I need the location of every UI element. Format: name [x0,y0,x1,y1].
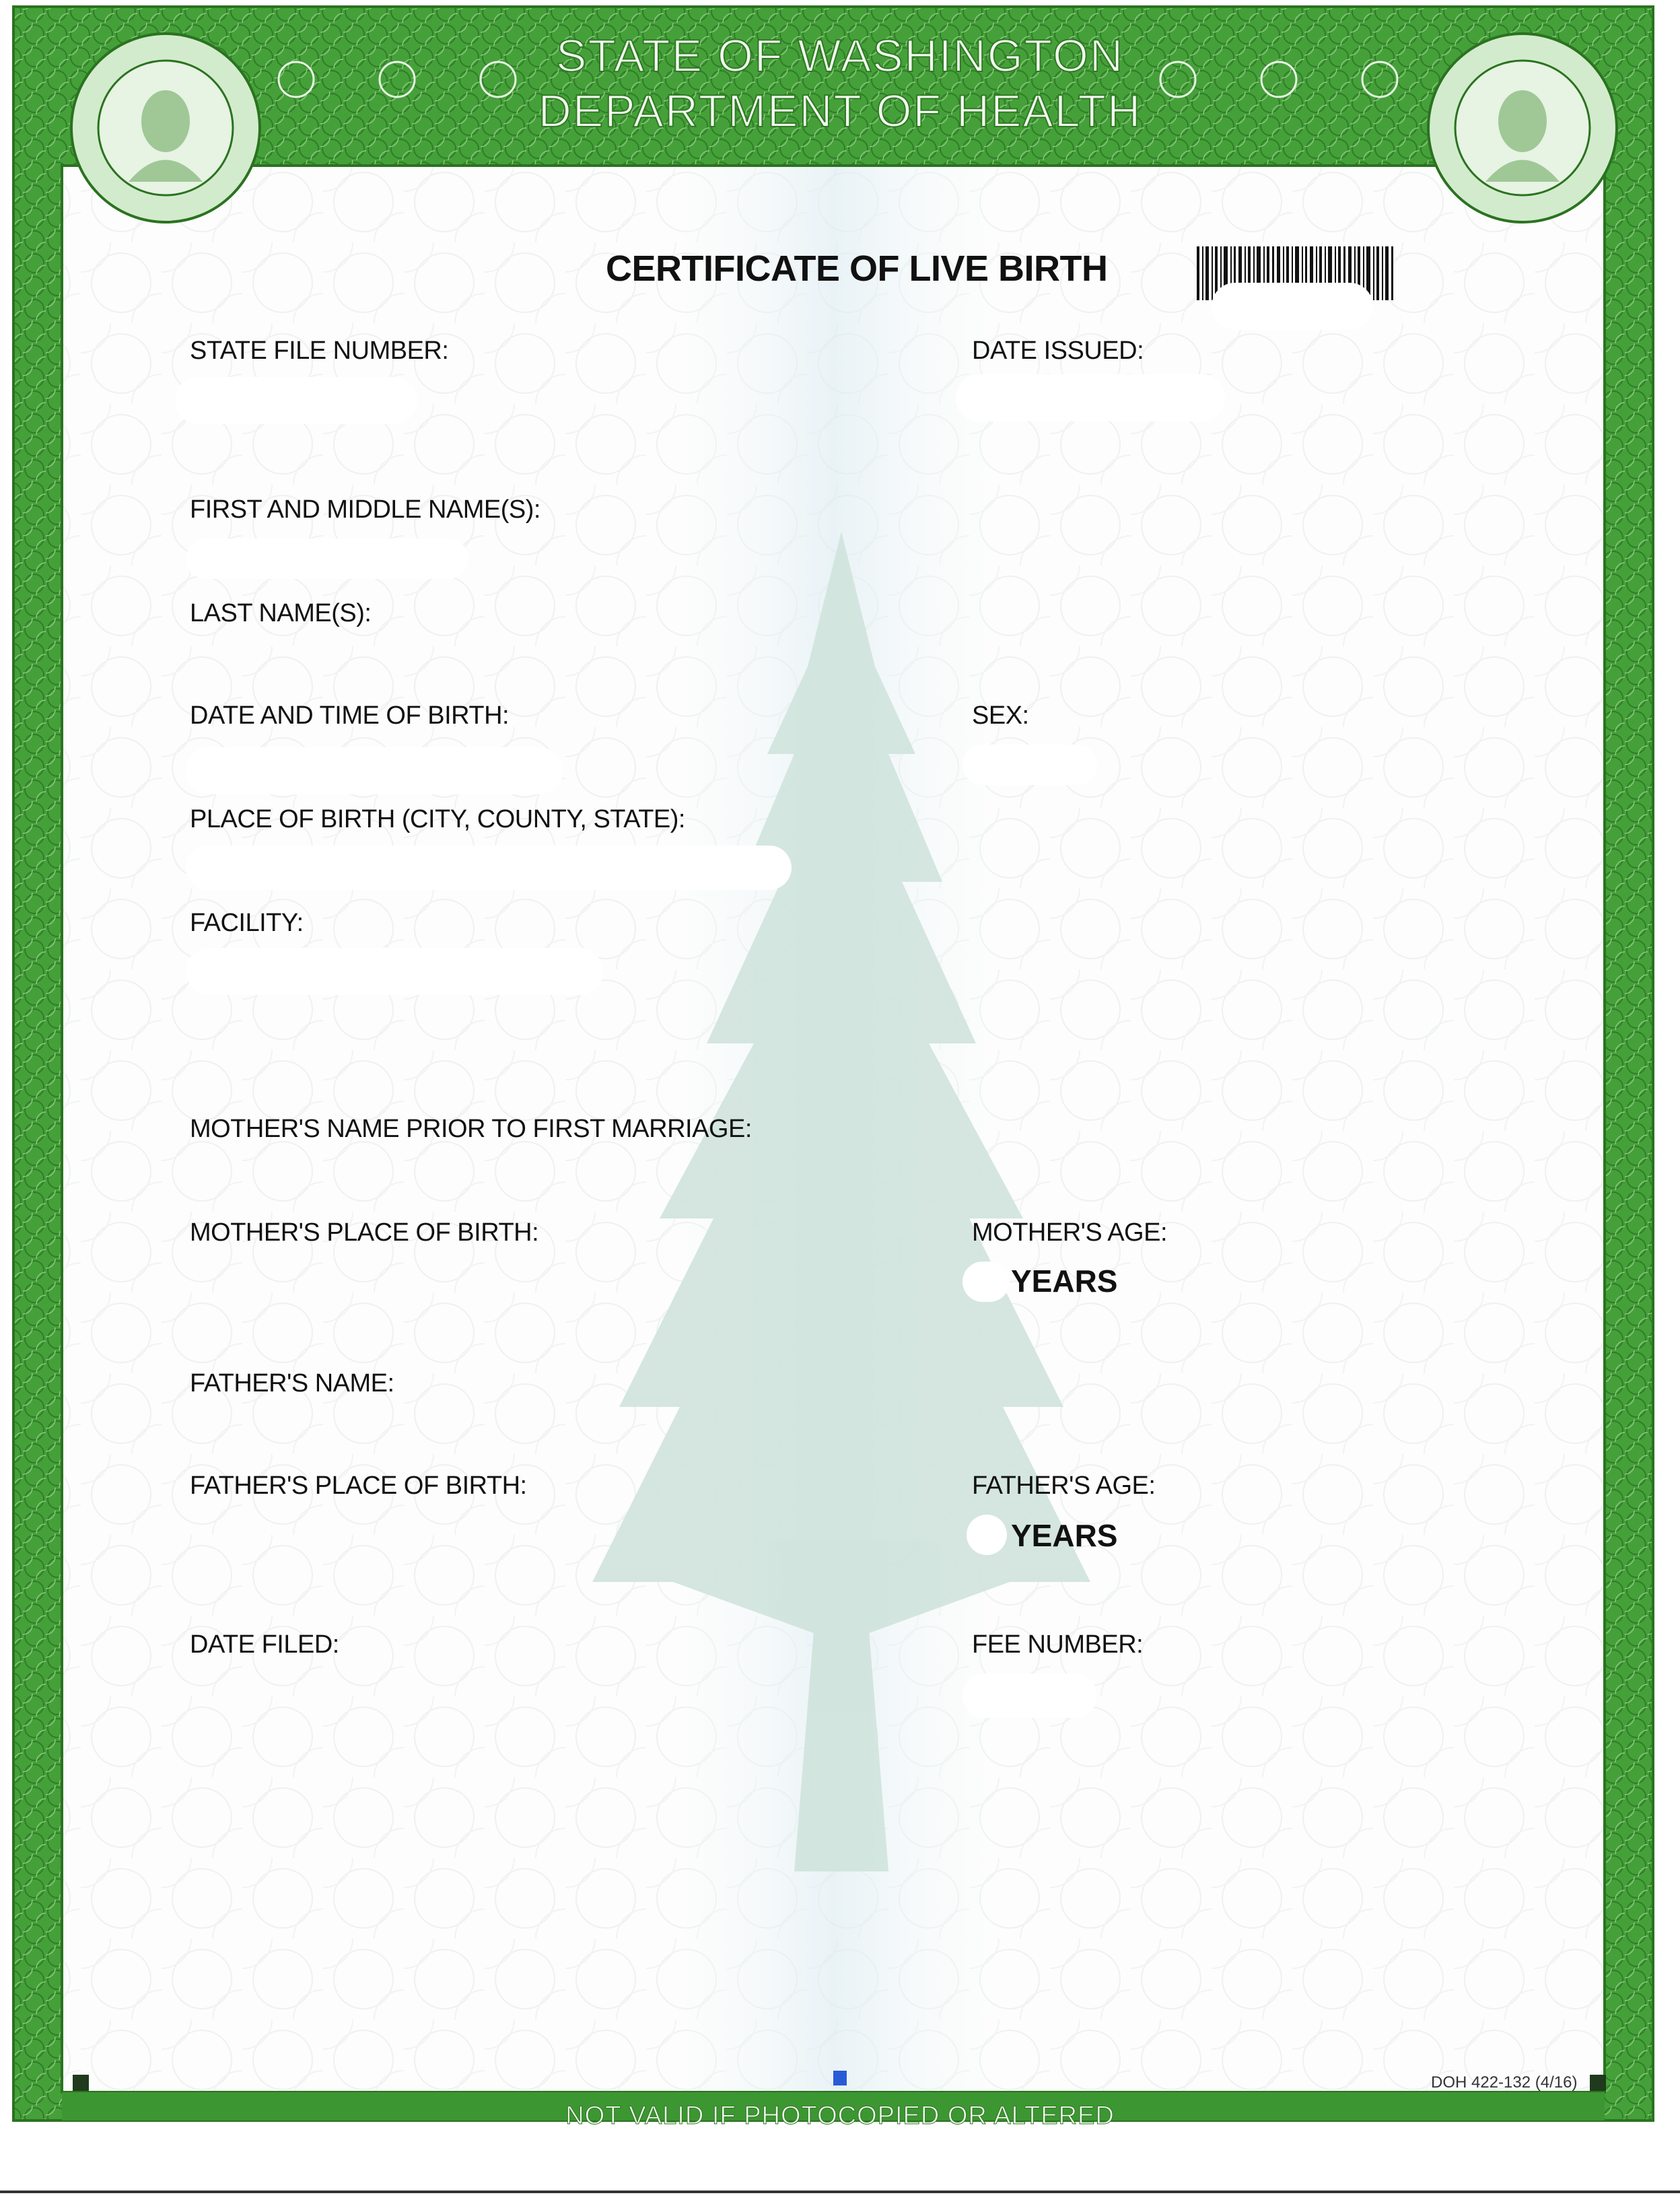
label-first-middle-names: FIRST AND MIDDLE NAME(S): [190,495,540,524]
redacted-value [963,745,1097,785]
redacted-value [186,747,563,794]
label-mother-name: MOTHER'S NAME PRIOR TO FIRST MARRIAGE: [190,1115,752,1143]
label-father-name: FATHER'S NAME: [190,1369,394,1398]
mother-age-unit: YEARS [1011,1264,1118,1299]
document-title: CERTIFICATE OF LIVE BIRTH [606,248,1108,289]
label-fee-number: FEE NUMBER: [972,1630,1144,1659]
redacted-value [956,374,1225,421]
label-date-issued: DATE ISSUED: [972,337,1144,365]
redacted-value [186,948,603,995]
label-date-time-birth: DATE AND TIME OF BIRTH: [190,701,510,730]
redacted-value [963,1674,1097,1718]
redacted-value [186,846,792,890]
redacted-barcode-number [1212,283,1373,330]
label-last-names: LAST NAME(S): [190,599,372,627]
label-mother-place: MOTHER'S PLACE OF BIRTH: [190,1218,539,1247]
redacted-value [175,377,417,424]
label-mother-age: MOTHER'S AGE: [972,1218,1168,1247]
label-father-place: FATHER'S PLACE OF BIRTH: [190,1472,527,1500]
footer-notice: NOT VALID IF PHOTOCOPIED OR ALTERED [565,2102,1115,2130]
father-age-unit: YEARS [1011,1518,1118,1553]
label-date-filed: DATE FILED: [190,1630,339,1659]
label-facility: FACILITY: [190,909,304,937]
header-state-name: STATE OF WASHINGTON [556,30,1124,81]
header-department-name: DEPARTMENT OF HEALTH [538,85,1142,137]
redacted-value [967,1515,1007,1555]
label-sex: SEX: [972,701,1029,730]
redacted-value [963,1262,1010,1302]
label-father-age: FATHER'S AGE: [972,1472,1156,1500]
label-state-file-number: STATE FILE NUMBER: [190,337,449,365]
form-number: DOH 422-132 (4/16) [1431,2073,1578,2092]
label-place-of-birth: PLACE OF BIRTH (CITY, COUNTY, STATE): [190,805,685,833]
redacted-value [186,539,468,579]
